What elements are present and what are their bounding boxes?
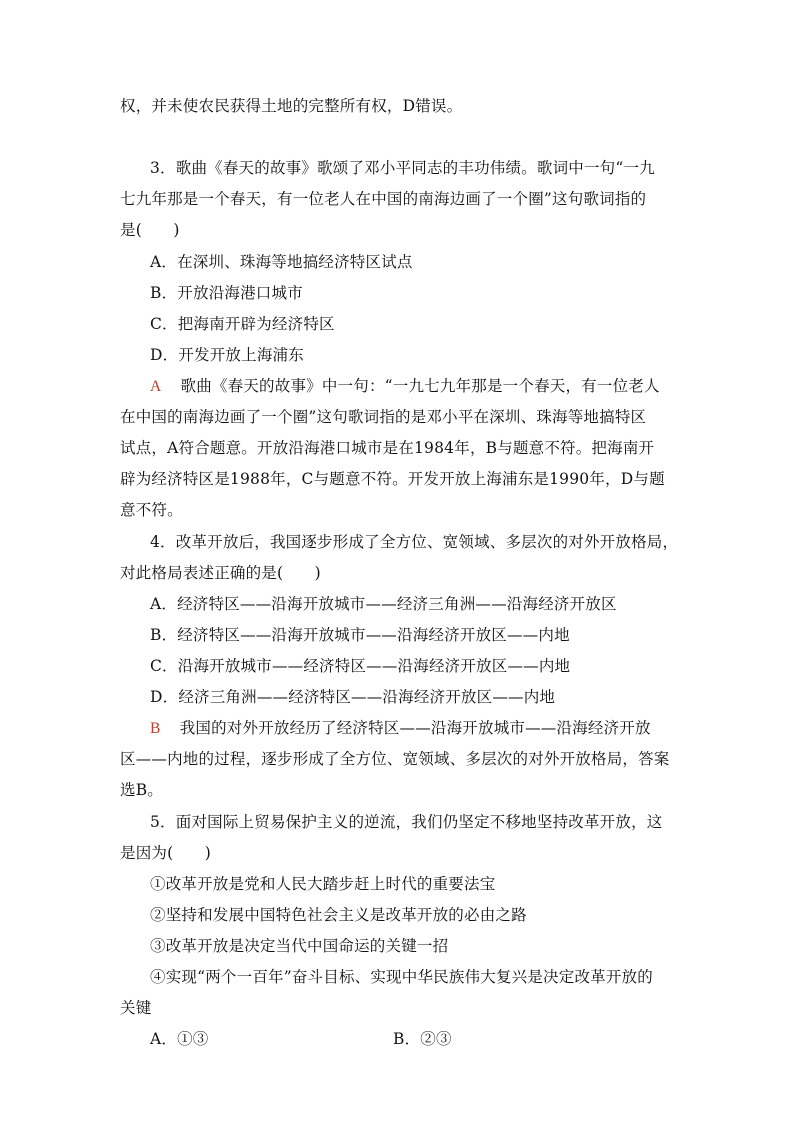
q4-stem-line-2: 对此格局表述正确的是( )	[120, 564, 321, 582]
q5-stem-line-2: 是因为( )	[120, 844, 211, 862]
q3-explanation-text-1: 歌曲《春天的故事》中一句：“一九七九年那是一个春天，有一位老人	[180, 377, 660, 395]
q3-option-b: B．开放沿海港口城市	[150, 284, 303, 302]
q4-explanation-line-1	[150, 718, 710, 739]
q3-option-c: C．把海南开辟为经济特区	[150, 315, 335, 333]
q4-option-b: B．经济特区——沿海开放城市——沿海经济开放区——内地	[150, 626, 570, 644]
carry-over-line: 权，并未使农民获得土地的完整所有权，D错误。	[120, 97, 463, 115]
q3-explanation-line-5: 意不符。	[120, 501, 183, 519]
q4-option-a: A．经济特区——沿海开放城市——经济三角洲——沿海经济开放区	[150, 595, 617, 613]
q5-statement-4-line-1: ④实现“两个一百年”奋斗目标、实现中华民族伟大复兴是决定改革开放的	[150, 968, 653, 986]
q4-explanation-line-2: 区——内地的过程，逐步形成了全方位、宽领域、多层次的对外开放格局，答案	[120, 750, 670, 768]
q3-explanation-line-4: 辟为经济特区是1988年，C与题意不符。开发开放上海浦东是1990年，D与题	[120, 470, 665, 488]
q5-statement-3: ③改革开放是决定当代中国命运的关键一招	[150, 937, 449, 955]
q5-statement-2: ②坚持和发展中国特色社会主义是改革开放的必由之路	[150, 906, 527, 924]
q3-option-d: D．开发开放上海浦东	[150, 346, 304, 364]
q4-explanation-text-1: 我国的对外开放经历了经济特区——沿海开放城市——沿海经济开放	[179, 719, 651, 737]
q3-answer-letter: A	[150, 378, 162, 395]
q3-stem-line-3: 是( )	[120, 221, 180, 239]
q4-answer-letter: B	[150, 720, 161, 737]
q3-stem-line-2: 七九年那是一个春天，有一位老人在中国的南海边画了一个圈”这句歌词指的	[120, 190, 647, 208]
q3-option-a: A．在深圳、珠海等地搞经济特区试点	[150, 253, 413, 271]
q5-option-a: A．①③	[150, 1030, 209, 1048]
q3-explanation-line-2: 在中国的南海边画了一个圈”这句歌词指的是邓小平在深圳、珠海等地搞特区	[120, 408, 647, 426]
q3-stem-line-1: 3．歌曲《春天的故事》歌颂了邓小平同志的丰功伟绩。歌词中一句“一九	[150, 159, 655, 177]
q4-option-d: D．经济三角洲——经济特区——沿海经济开放区——内地	[150, 688, 556, 706]
q5-statement-4-line-2: 关键	[120, 999, 152, 1017]
q3-explanation-line-1	[150, 376, 710, 397]
q5-statement-1: ①改革开放是党和人民大踏步赶上时代的重要法宝	[150, 875, 496, 893]
q4-option-c: C．沿海开放城市——经济特区——沿海经济开放区——内地	[150, 657, 571, 675]
q3-explanation-line-3: 试点，A符合题意。开放沿海港口城市是在1984年，B与题意不符。把海南开	[120, 439, 655, 457]
q4-stem-line-1: 4．改革开放后，我国逐步形成了全方位、宽领域、多层次的对外开放格局，	[150, 533, 679, 551]
q4-explanation-line-3: 选B。	[120, 781, 163, 799]
q5-stem-line-1: 5．面对国际上贸易保护主义的逆流，我们仍坚定不移地坚持改革开放，这	[150, 813, 663, 831]
q5-option-b: B．②③	[393, 1030, 452, 1048]
